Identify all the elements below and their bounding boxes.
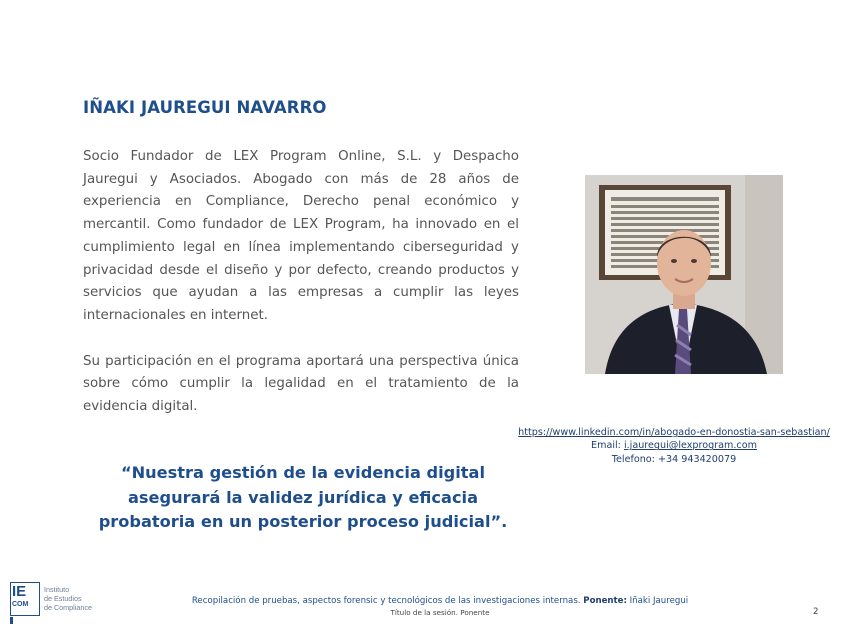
email-link[interactable]: i.jauregui@lexprogram.com [623, 440, 757, 452]
logo-line: Instituto [44, 585, 70, 594]
logo-text [44, 585, 92, 612]
course-title: Recopilación de pruebas, aspectos forensic y tecnológicos de las investigaciones internas. [191, 596, 581, 606]
phone-line: Telefono: +34 943420079 [611, 453, 737, 465]
page-number: 2 [813, 607, 819, 617]
email-line [505, 439, 843, 452]
speaker-name: IÑAKI JAUREGUI NAVARRO [83, 98, 327, 117]
linkedin-link[interactable]: https://www.linkedin.com/in/abogado-en-donostia-san-sebastian/ [518, 427, 830, 438]
speaker-bio [83, 146, 519, 419]
logo-bar [10, 617, 13, 624]
logo-line: de Estudios [44, 594, 82, 603]
footer-speaker-name: Iñaki Jauregui [629, 596, 689, 606]
contact-info [505, 426, 843, 466]
footer-course-title [120, 596, 760, 606]
bio-paragraph: Socio Fundador de LEX Program Online, S.L. y Despacho Jauregui y Asociados. Abogado con más de 28 años de experiencia en Compliance, Derecho penal económico y mercantil. Como fundador de LEX Program, ha innovado en el cumplimiento legal en línea implementando ciberseguridad y privacidad desde el diseño y por defecto, creando productos y servicios que ayudan a las empresas a cumplir las leyes internacionales en internet. [83, 149, 519, 323]
logo-line: de Compliance [44, 603, 92, 612]
email-label: Email: [591, 440, 624, 452]
logo-letters-ie: IE [12, 583, 27, 600]
logo-letters-com: COM [12, 601, 29, 608]
bio-paragraph: Su participación en el programa aportará una perspectiva única sobre cómo cumplir la legalidad en el tratamiento de la evidencia digital. [83, 353, 519, 415]
footer-subtitle: Título de la sesión. Ponente [390, 608, 490, 617]
speaker-photo [585, 175, 783, 374]
iecom-logo [7, 579, 107, 633]
speaker-quote: “Nuestra gestión de la evidencia digital asegurará la validez jurídica y eficacia probatoria en un posterior proceso judicial”. [98, 463, 508, 531]
speaker-label: Ponente: [583, 596, 627, 606]
